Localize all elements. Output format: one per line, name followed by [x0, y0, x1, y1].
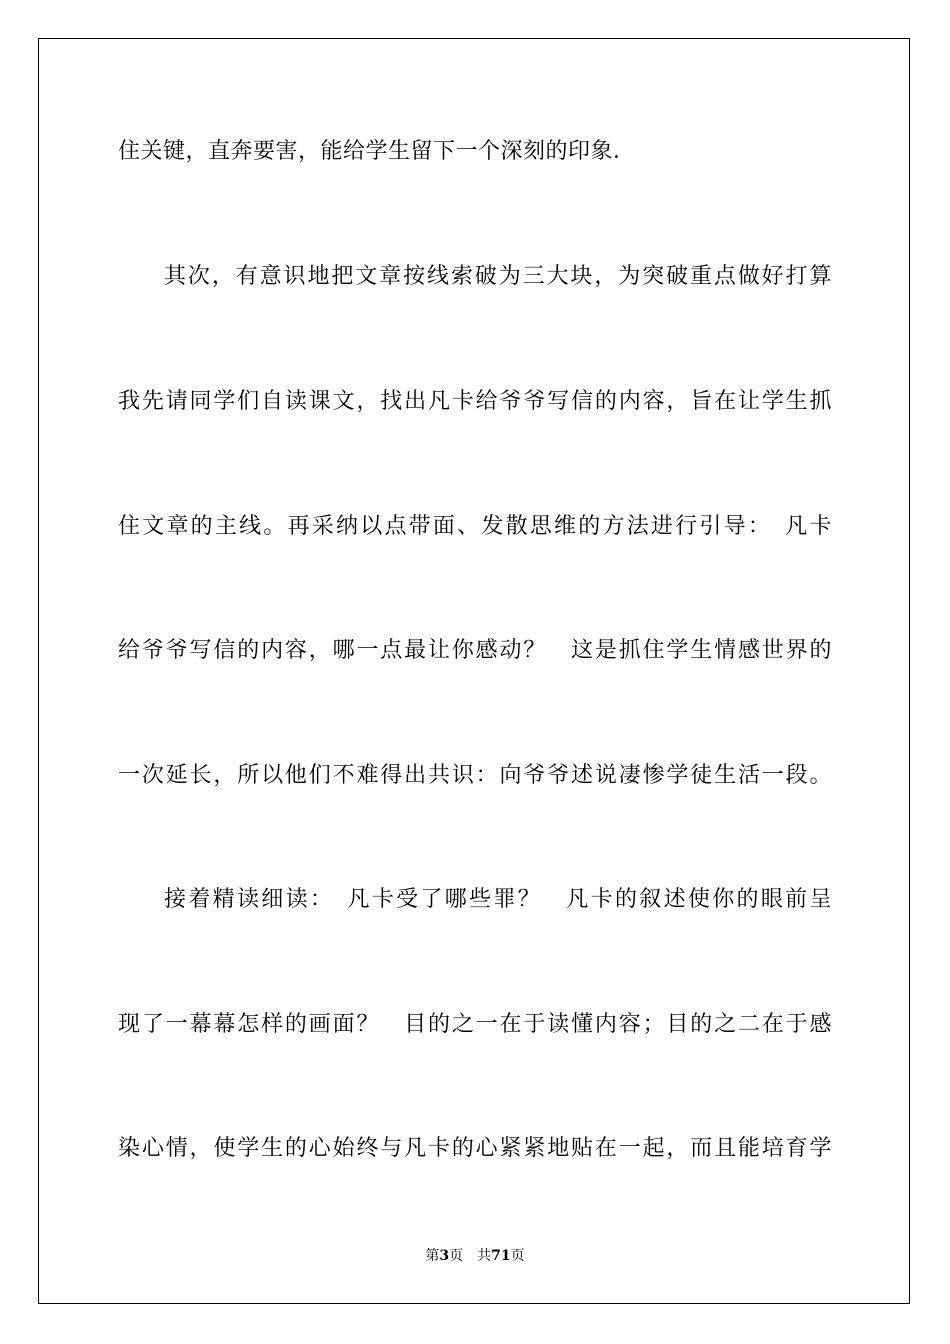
footer-page-number: 3: [439, 1248, 450, 1264]
page-border: [38, 38, 910, 1304]
footer-total-number: 71: [491, 1248, 511, 1264]
paragraph-line-8: 现了一幕幕怎样的画面？ 目的之一在于读懂内容；目的之二在于感: [118, 1012, 832, 1037]
footer-total-prefix: 共: [477, 1248, 492, 1264]
paragraph-line-9: 染心情，使学生的心始终与凡卡的心紧紧地贴在一起，而且能培育学: [118, 1136, 832, 1161]
paragraph-line-4: 住文章的主线。再采纳以点带面、发散思维的方法进行引导： 凡卡: [118, 514, 832, 539]
page-footer: [0, 1247, 950, 1265]
paragraph-line-6: 一次延长，所以他们不难得出共识：向爷爷述说凄惨学徒生活一段。: [118, 763, 832, 788]
footer-page-suffix: 页: [449, 1248, 464, 1264]
footer-total-suffix: 页: [510, 1248, 525, 1264]
paragraph-line-5: 给爷爷写信的内容，哪一点最让你感动？ 这是抓住学生情感世界的: [118, 638, 832, 663]
paragraph-line-7: 接着精读细读： 凡卡受了哪些罪？ 凡卡的叙述使你的眼前呈: [164, 887, 832, 912]
footer-page-prefix: 第: [425, 1248, 440, 1264]
paragraph-line-1: 住关键，直奔要害，能给学生留下一个深刻的印象．: [118, 139, 636, 164]
paragraph-line-2: 其次，有意识地把文章按线索破为三大块，为突破重点做好打算: [164, 264, 832, 289]
paragraph-line-3: 我先请同学们自读课文，找出凡卡给爷爷写信的内容，旨在让学生抓: [118, 389, 832, 414]
